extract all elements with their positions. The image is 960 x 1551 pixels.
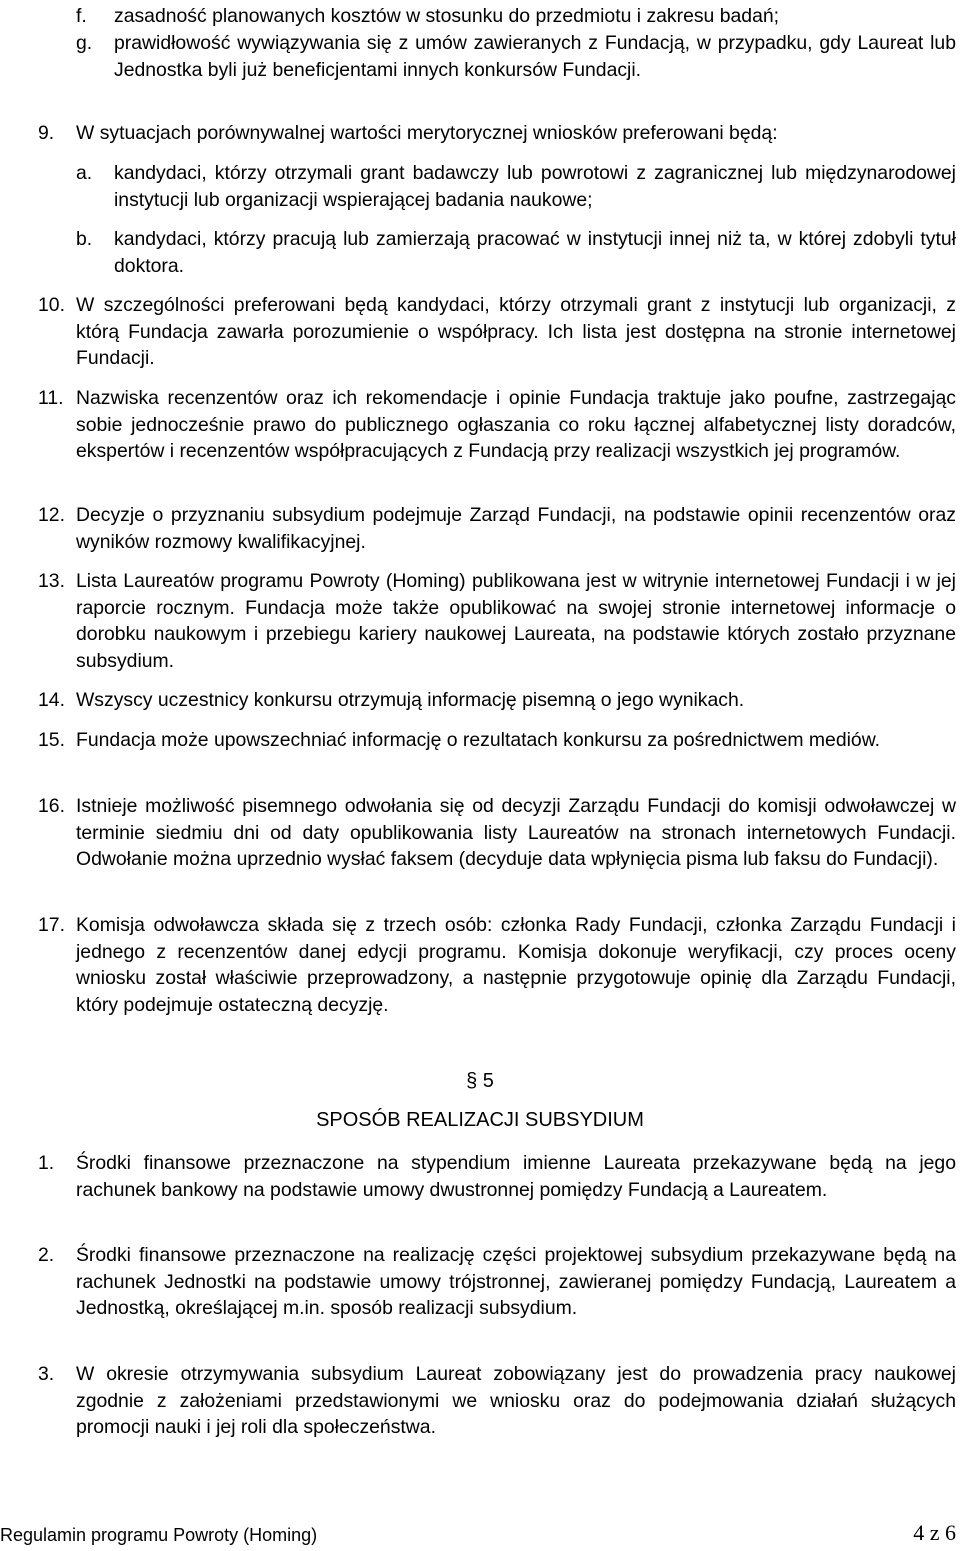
footer-document-title: Regulamin programu Powroty (Homing) [0,1525,318,1545]
section-list-item-2 [38,1242,956,1322]
item-number: 9. [38,122,55,144]
list-item-9 [38,120,956,147]
item-text: Wszyscy uczestnicy konkursu otrzymują informację pisemną o jego wynikach. [76,689,745,711]
footer-page-number: 4 z 6 [913,1520,956,1545]
list-item-14 [38,687,956,714]
item-text: Środki finansowe przeznaczone na realizację części projektowej subsydium przekazywane będą na rachunek Jednostki na podstawie umowy trójstronnej, zawieranej pomiędzy Fundacją, Laureatem a Jednostką, określającej m.in. sposób realizacji subsydium. [76,1244,956,1320]
list-item-15 [38,727,956,754]
list-item-10 [38,292,956,372]
item-text: Decyzje o przyznaniu subsydium podejmuje Zarząd Fundacji, na podstawie opinii recenzentów oraz wyników rozmowy kwalifikacyjnej. [76,504,956,553]
section-title: SPOSÓB REALIZACJI SUBSYDIUM [316,1109,644,1131]
item-number: a. [76,162,93,184]
item-number: 16. [38,795,65,817]
item-text: Istnieje możliwość pisemnego odwołania się od decyzji Zarządu Fundacji do komisji odwoławczej w terminie siedmiu dni od daty opublikowania listy Laureatów na stronach internetowych Fundacji. Odwołanie można uprzednio wysłać faksem (decyduje data wpłynięcia pisma lub faksu do Fundacji). [76,795,956,871]
item-text: kandydaci, którzy otrzymali grant badawczy lub powrotowi z zagranicznej lub międzynarodowej instytucji lub organizacji wspierającej badania naukowe; [114,162,956,211]
list-item-9b [76,226,956,279]
item-number: 12. [38,504,65,526]
section-list-item-3 [38,1361,956,1441]
list-item-f [76,3,956,30]
item-number: 15. [38,729,65,751]
item-number: 11. [38,387,64,409]
item-text: zasadność planowanych kosztów w stosunku do przedmiotu i zakresu badań; [114,5,780,27]
item-text: Lista Laureatów programu Powroty (Homing) publikowana jest w witrynie internetowej Fundacji i w jej raporcie rocznym. Fundacja może także opublikować na swojej stronie internetowej informacje o dorobku naukowym i przebiegu kariery naukowej Laureata, na podstawie których zostało przyznane subsydium. [76,570,956,672]
item-text: kandydaci, którzy pracują lub zamierzają pracować w instytucji innej niż ta, w której zdobyli tytuł doktora. [114,228,956,277]
item-number: b. [76,228,93,250]
list-item-13 [38,568,956,674]
item-number: 13. [38,570,65,592]
item-number: f. [76,5,87,27]
list-item-16 [38,793,956,873]
item-text: Środki finansowe przeznaczone na stypendium imienne Laureata przekazywane będą na jego rachunek bankowy na podstawie umowy dwustronnej pomiędzy Fundacją a Laureatem. [76,1152,956,1201]
item-number: 14. [38,689,65,711]
item-text: Fundacja może upowszechniać informację o rezultatach konkursu za pośrednictwem mediów. [76,729,881,751]
item-number: 1. [38,1152,55,1174]
section-number: § 5 [466,1070,494,1092]
item-text: Komisja odwoławcza składa się z trzech osób: członka Rady Fundacji, członka Zarządu Fundacji i jednego z recenzentów danej edycji programu. Komisja dokonuje weryfikacji, czy proces oceny wniosku został właściwie przeprowadzony, a następnie przygotowuje opinię dla Zarządu Fundacji, który podejmuje ostateczną decyzję. [76,914,956,1016]
item-number: g. [76,32,93,54]
item-text: W sytuacjach porównywalnej wartości merytorycznej wniosków preferowani będą: [76,122,778,144]
item-number: 3. [38,1363,55,1385]
item-number: 17. [38,914,65,936]
item-text: prawidłowość wywiązywania się z umów zawieranych z Fundacją, w przypadku, gdy Laureat lub Jednostka byli już beneficjentami innych konkursów Fundacji. [114,32,956,81]
section-list-item-1 [38,1150,956,1203]
list-item-11 [38,385,956,465]
list-item-12 [38,502,956,555]
list-item-17 [38,912,956,1018]
item-text: W okresie otrzymywania subsydium Laureat zobowiązany jest do prowadzenia pracy naukowej zgodnie z założeniami przedstawionymi we wniosku oraz do podejmowania działań służących promocji nauki i jej roli dla społeczeństwa. [76,1363,956,1439]
list-item-9a [76,160,956,213]
item-number: 2. [38,1244,55,1266]
item-text: W szczególności preferowani będą kandydaci, którzy otrzymali grant z instytucji lub organizacji, z którą Fundacja zawarła porozumienie o współpracy. Ich lista jest dostępna na stronie internetowej Fundacji. [76,294,956,370]
list-item-g [76,30,956,83]
item-text: Nazwiska recenzentów oraz ich rekomendacje i opinie Fundacja traktuje jako poufne, zastrzegając sobie jednocześnie prawo do publicznego ogłaszania co roku łącznej alfabetycznej listy doradców, ekspertów i recenzentów współpracujących z Fundacją przy realizacji wszystkich jej programów. [76,387,956,463]
item-number: 10. [38,294,65,316]
